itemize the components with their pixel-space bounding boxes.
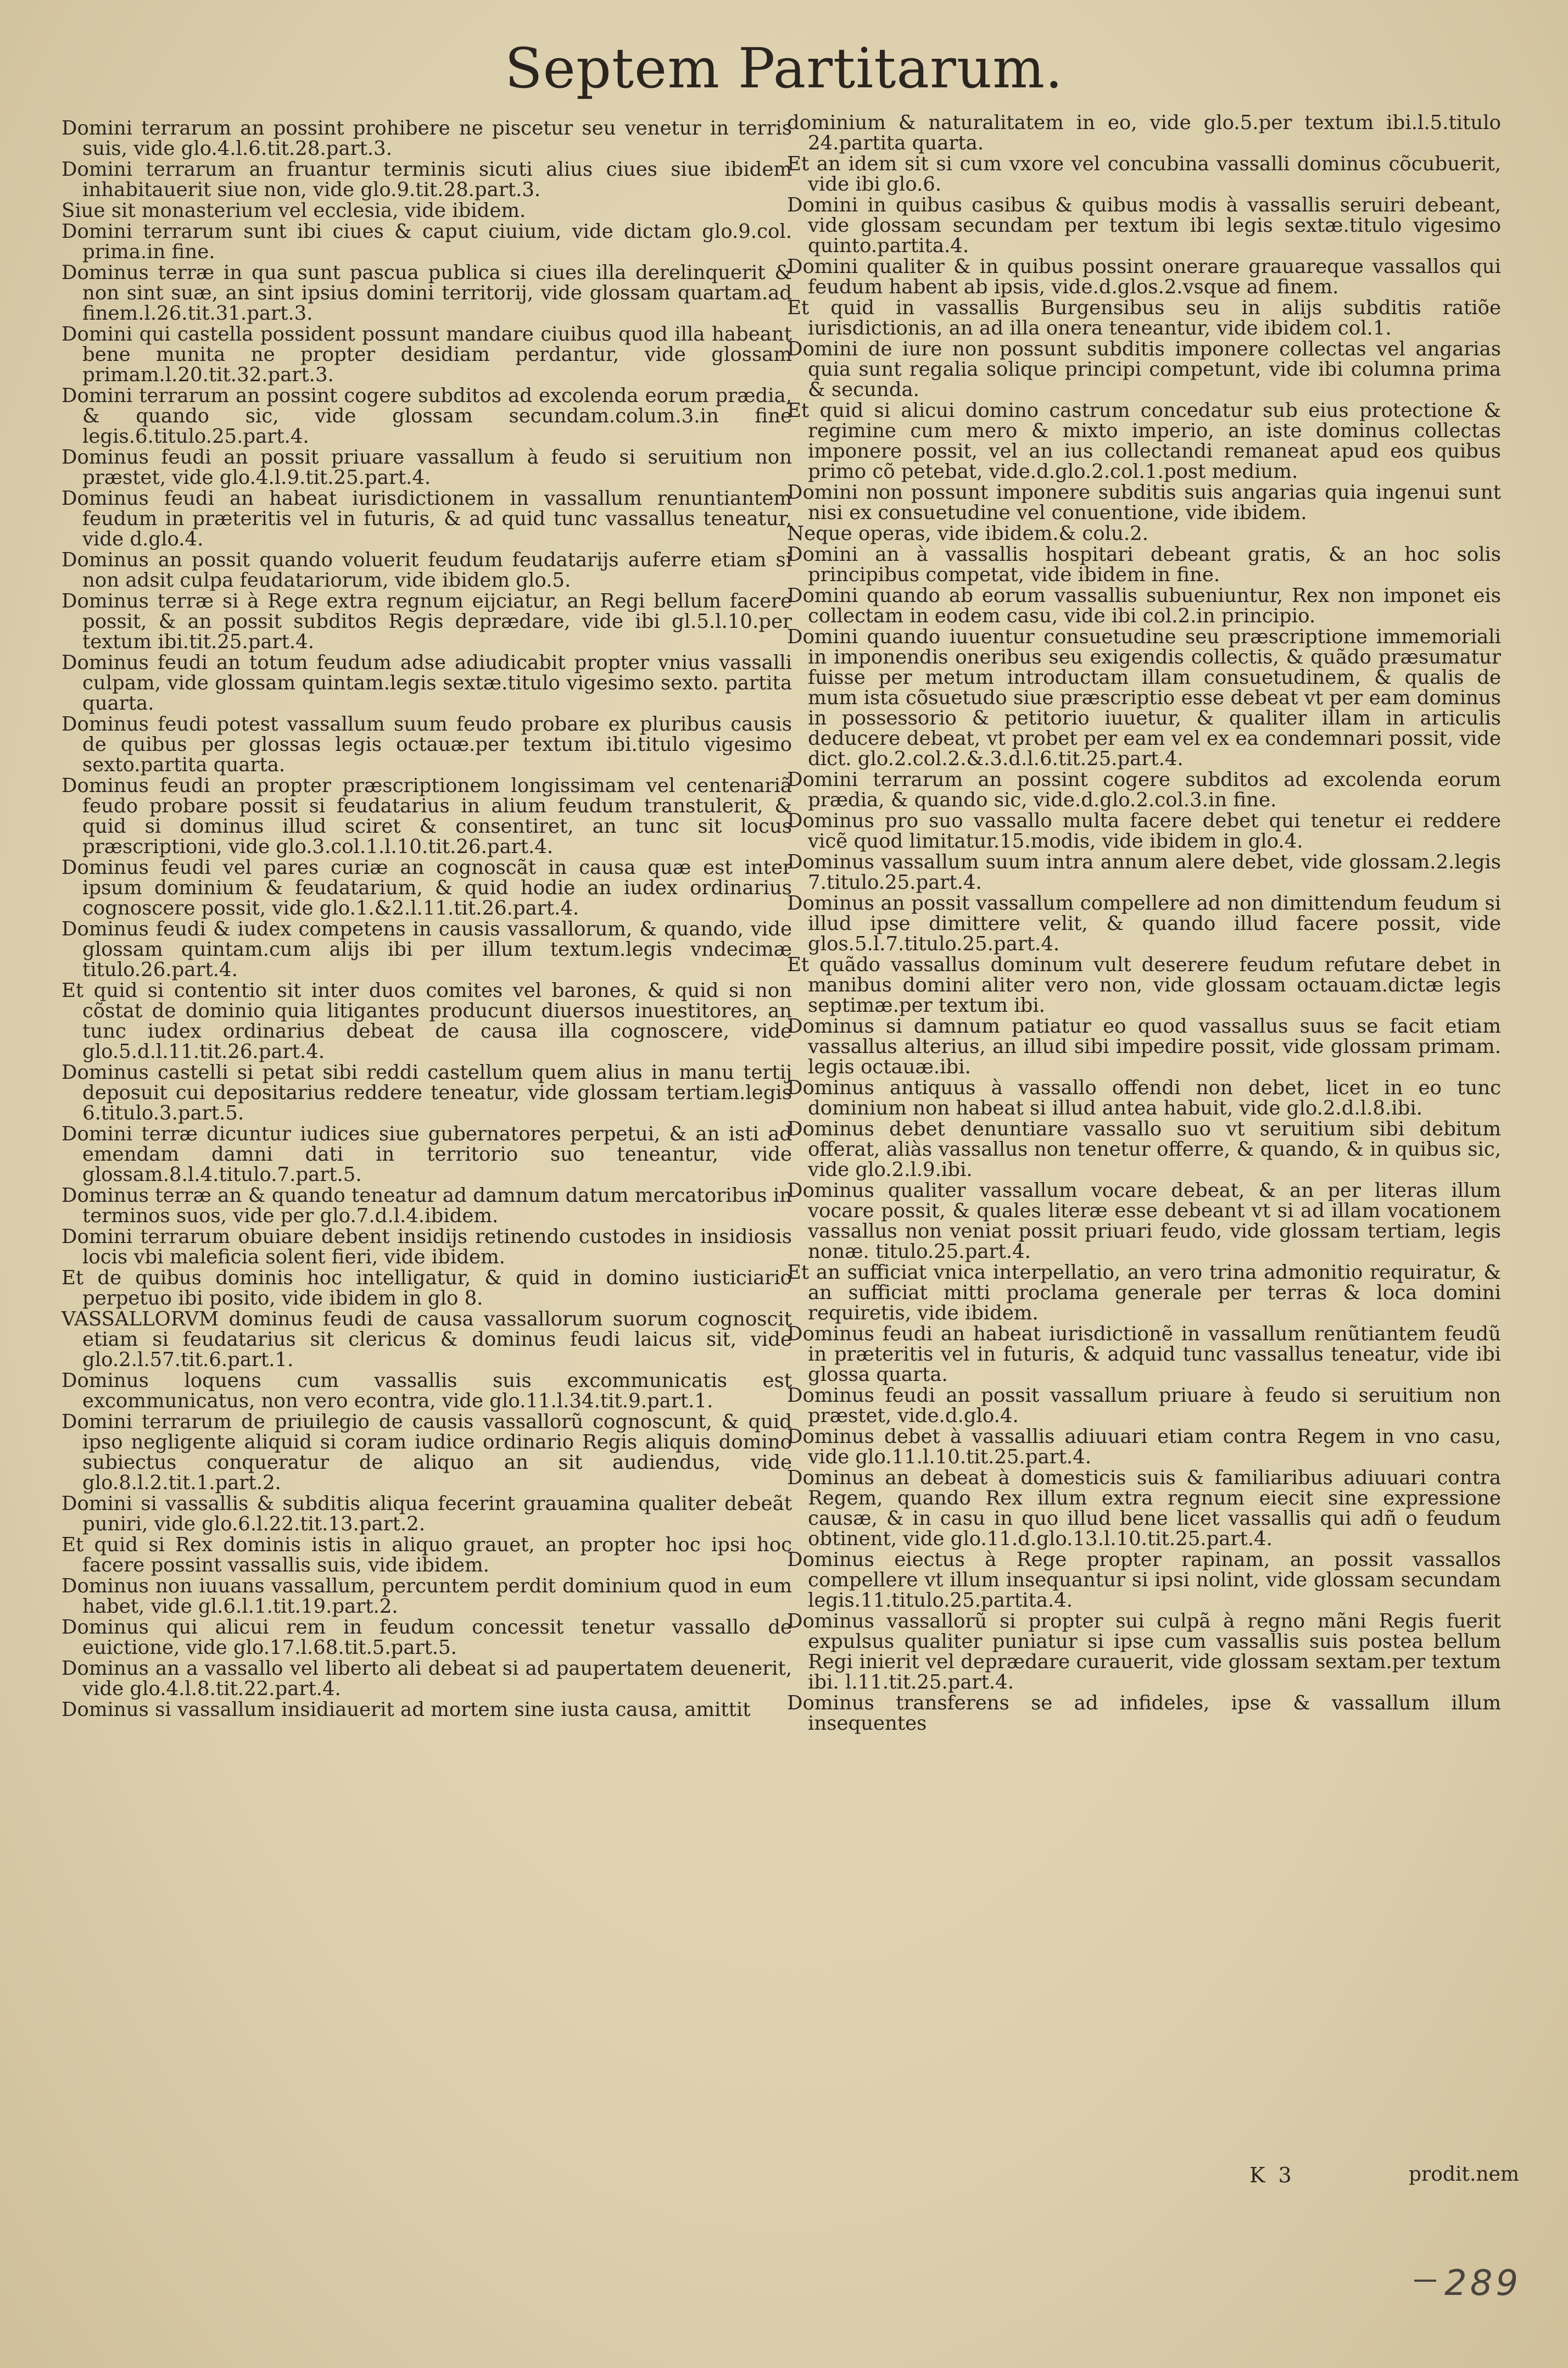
folio-dash xyxy=(1414,2280,1436,2282)
index-entry: Dominus feudi an possit priuare vassallum à feudo si seruitium non præstet, vide glo.4.l.9.tit.25.part.4. xyxy=(62,446,792,489)
index-entry: Et de quibus dominis hoc intelligatur, & quid in domino iusticiario perpetuo ibi posito, vide ibidem in glo 8. xyxy=(62,1267,792,1310)
index-entry: Dominus debet à vassallis adiuuari etiam contra Regem in vno casu, vide glo.11.l.10.tit.25.part.4. xyxy=(787,1425,1501,1468)
index-entry: Dominus feudi & iudex competens in causis vassallorum, & quando, vide glossam quintam.cum alijs ibi per illum textum.legis vndecimæ titulo.26.part.4. xyxy=(62,918,792,981)
index-entry: Domini qui castella possident possunt mandare ciuibus quod illa habeant bene munita ne propter desidiam perdantur, vide glossam primam.l.20.tit.32.part.3. xyxy=(62,323,792,386)
index-entry: Et quid si Rex dominis istis in aliquo grauet, an propter hoc ipsi hoc facere possint vassallis suis, vide ibidem. xyxy=(62,1534,792,1576)
index-entry: Domini terrarum obuiare debent insidijs retinendo custodes in insidiosis locis vbi maleficia solent fieri, vide ibidem. xyxy=(62,1225,792,1268)
index-entry: Dominus eiectus à Rege propter rapinam, an possit vassallos compellere vt illum insequantur si ipsi nolint, vide glossam secundam legis.11.titulo.25.partita.4. xyxy=(787,1548,1501,1612)
index-entry: Dominus feudi an possit vassallum priuare à feudo si seruitium non præstet, vide.d.glo.4. xyxy=(787,1384,1501,1427)
index-entry: Domini non possunt imponere subditis suis angarias quia ingenui sunt nisi ex consuetudine vel conuentione, vide ibidem. xyxy=(787,481,1501,524)
index-entry: Domini an à vassallis hospitari debeant gratis, & an hoc solis principibus competat, vide ibidem in fine. xyxy=(787,543,1501,586)
index-entry: Dominus terræ an & quando teneatur ad damnum datum mercatoribus in terminos suos, vide per glo.7.d.l.4.ibidem. xyxy=(62,1184,792,1227)
index-entry: Dominus qui alicui rem in feudum concessit tenetur vassallo de euictione, vide glo.17.l.68.tit.5.part.5. xyxy=(62,1616,792,1659)
index-entry: Domini de iure non possunt subditis imponere collectas vel angarias quia sunt regalia solique principi competunt, vide ibi columna prima & secunda. xyxy=(787,338,1501,401)
index-entry: Dominus vassallum suum intra annum alere debet, vide glossam.2.legis 7.titulo.25.part.4. xyxy=(787,851,1501,894)
index-entry: Et quãdo vassallus dominum vult deserere feudum refutare debet in manibus domini aliter vero non, vide glossam octauam.dictæ legis septimæ.per textum ibi. xyxy=(787,954,1501,1017)
index-entry: Dominus feudi an habeat iurisdictionem in vassallum renuntiantem feudum in præteritis vel in futuris, & ad quid tunc vassallus teneatur, vide d.glo.4. xyxy=(62,487,792,550)
index-entry: Domini terræ dicuntur iudices siue gubernatores perpetui, & an isti ad emendam damni dati in territorio suo teneantur, vide glossam.8.l.4.titulo.7.part.5. xyxy=(62,1123,792,1186)
index-entry: Domini terrarum de priuilegio de causis vassallorũ cognoscunt, & quid ipso negligente aliquid si coram iudice ordinario Regis aliquis domino subiectus conqueratur de aliquo an sit audiendus, vide glo.8.l.2.tit.1.part.2. xyxy=(62,1411,792,1494)
index-entry: Neque operas, vide ibidem.& colu.2. xyxy=(787,522,1149,545)
index-entry: Siue sit monasterium vel ecclesia, vide ibidem. xyxy=(62,199,526,222)
left-column xyxy=(62,118,792,1720)
catchword: prodit.nem xyxy=(1409,2163,1520,2186)
index-entry: Domini terrarum an possint prohibere ne piscetur seu venetur in terris suis, vide glo.4.l.6.tit.28.part.3. xyxy=(62,117,792,160)
index-entry: Dominus an a vassallo vel liberto ali debeat si ad paupertatem deuenerit, vide glo.4.l.8.tit.22.part.4. xyxy=(62,1657,792,1700)
index-entry: Dominus si damnum patiatur eo quod vassallus suus se facit etiam vassallus alterius, an illud sibi impedire possit, vide glossam primam. legis octauæ.ibi. xyxy=(787,1015,1501,1078)
index-entry: Dominus si vassallum insidiauerit ad mortem sine iusta causa, amittit xyxy=(62,1698,751,1721)
index-entry: Dominus feudi an habeat iurisdictionẽ in vassallum renũtiantem feudũ in præteritis vel in futuris, & adquid tunc vassallus teneatur, vide ibi glossa quarta. xyxy=(787,1323,1501,1386)
right-column xyxy=(787,113,1501,1734)
index-entry: Dominus qualiter vassallum vocare debeat, & an per literas illum vocare possit, & quales literæ esse debeant vt si ad illam vocationem vassallus non veniat possit priuari feudo, vide glossam tertiam, legis nonæ. titulo.25.part.4. xyxy=(787,1179,1501,1263)
running-head: Septem Partitarum. xyxy=(505,36,1063,101)
index-entry: Domini si vassallis & subditis aliqua fecerint grauamina qualiter debeãt puniri, vide glo.6.l.22.tit.13.part.2. xyxy=(62,1492,792,1535)
index-entry: Dominus non iuuans vassallum, percuntem perdit dominium quod in eum habet, vide gl.6.l.1.tit.19.part.2. xyxy=(62,1575,792,1618)
index-entry: Et quid in vassallis Burgensibus seu in alijs subditis ratiõe iurisdictionis, an ad illa onera teneantur, vide ibidem col.1. xyxy=(787,297,1501,339)
index-entry: dominium & naturalitatem in eo, vide glo.5.per textum ibi.l.5.titulo 24.partita quarta. xyxy=(787,112,1501,154)
index-entry: Dominus loquens cum vassallis suis excommunicatis est excommunicatus, non vero econtra, vide glo.11.l.34.tit.9.part.1. xyxy=(62,1369,792,1412)
index-entry: Dominus feudi an totum feudum adse adiudicabit propter vnius vassalli culpam, vide glossam quintam.legis sextæ.titulo vigesimo sexto. partita quarta. xyxy=(62,651,792,715)
index-entry: Dominus castelli si petat sibi reddi castellum quem alius in manu tertij deposuit cui depositarius reddere teneatur, vide glossam tertiam.legis 6.titulo.3.part.5. xyxy=(62,1061,792,1124)
index-entry: Domini terrarum an fruantur terminis sicuti alius ciues siue ibidem inhabitauerit siue non, vide glo.9.tit.28.part.3. xyxy=(62,158,792,201)
index-entry: Et quid si contentio sit inter duos comites vel barones, & quid si non cõstat de dominio quia litigantes producunt diuersos inuestitores, an tunc iudex ordinarius debeat de causa illa cognoscere, vide glo.5.d.l.11.tit.26.part.4. xyxy=(62,979,792,1063)
index-entry: Domini quando iuuentur consuetudine seu præscriptione immemoriali in imponendis oneribus seu exigendis collectis, & quãdo præsumatur fuisse per metum introductam illam consuetudinem, & qualis de mum ista cõsuetudo siue præscriptio esse debeat vt per eam dominus in possessorio & petitorio iuuetur, & qualiter illam in articulis deducere debeat, vt probet per eam vel ex ea condemnari possit, vide dict. glo.2.col.2.&.3.d.l.6.tit.25.part.4. xyxy=(787,626,1501,770)
index-entry: VASSALLORVM dominus feudi de causa vassallorum suorum cognoscit etiam si feudatarius sit clericus & dominus feudi laicus sit, vide glo.2.l.57.tit.6.part.1. xyxy=(62,1308,792,1371)
index-entry: Domini in quibus casibus & quibus modis à vassallis seruiri debeant, vide glossam secundam per textum ibi legis sextæ.titulo vigesimo quinto.partita.4. xyxy=(787,194,1501,257)
index-entry: Dominus terræ in qua sunt pascua publica si ciues illa derelinquerit & non sint suæ, an sint ipsius domini territorij, vide glossam quartam.ad finem.l.26.tit.31.part.3. xyxy=(62,261,792,325)
index-entry: Dominus transferens se ad infideles, ipse & vassallum illum insequentes xyxy=(787,1692,1501,1735)
index-entry: Dominus vassallorũ si propter sui culpã à regno mãni Regis fuerit expulsus qualiter puniatur si ipse cum vassallis suis postea bellum Regi inierit vel deprædare curauerit, vide glossam sextam.per textum ibi. l.11.tit.25.part.4. xyxy=(787,1610,1501,1693)
index-entry: Domini qualiter & in quibus possint onerare grauareque vassallos qui feudum habent ab ipsis, vide.d.glos.2.vsque ad finem. xyxy=(787,255,1501,298)
index-entry: Dominus feudi an propter præscriptionem longissimam vel centenariã feudo probare possit si feudatarius in alium feudum transtulerit, & quid si dominus illud sciret & consentiret, an tunc sit locus præscriptioni, vide glo.3.col.1.l.10.tit.26.part.4. xyxy=(62,775,792,858)
index-entry: Domini quando ab eorum vassallis subueniuntur, Rex non imponet eis collectam in eodem casu, vide ibi col.2.in principio. xyxy=(787,584,1501,627)
index-entry: Dominus an debeat à domesticis suis & familiaribus adiuuari contra Regem, quando Rex illum extra regnum eiecit sine expressione causæ, & in casu in quo illud bene licet vassallis qui adñ o feudum obtinent, vide glo.11.d.glo.13.l.10.tit.25.part.4. xyxy=(787,1467,1501,1550)
index-entry: Dominus antiquus à vassallo offendi non debet, licet in eo tunc dominium non habeat si illud antea habuit, vide glo.2.d.l.8.ibi. xyxy=(787,1077,1501,1119)
index-entry: Dominus pro suo vassallo multa facere debet qui tenetur ei reddere vicẽ quod limitatur.15.modis, vide ibidem in glo.4. xyxy=(787,810,1501,853)
index-entry: Domini terrarum sunt ibi ciues & caput ciuium, vide dictam glo.9.col. prima.in fine. xyxy=(62,220,792,263)
index-entry: Domini terrarum an possint cogere subditos ad excolenda eorum prædia, & quando sic, vide.d.glo.2.col.3.in fine. xyxy=(787,768,1501,811)
signature-mark: K 3 xyxy=(1249,2163,1295,2187)
index-entry: Dominus terræ si à Rege extra regnum eijciatur, an Regi bellum facere possit, & an possit subditos Regis deprædare, vide ibi gl.5.l.10.per textum ibi.tit.25.part.4. xyxy=(62,590,792,653)
folio-number: 289 xyxy=(1444,2263,1522,2304)
index-entry: Dominus feudi vel pares curiæ an cognoscãt in causa quæ est inter ipsum dominium & feudatarium, & quid hodie an iudex ordinarius cognoscere possit, vide glo.1.&2.l.11.tit.26.part.4. xyxy=(62,856,792,920)
index-entry: Et quid si alicui domino castrum concedatur sub eius protectione & regimine cum mero & mixto imperio, an iste dominus collectas imponere possit, vel an ius collectandi remaneat apud eos quibus primo cõ petebat, vide.d.glo.2.col.1.post medium. xyxy=(787,399,1501,483)
index-entry: Dominus feudi potest vassallum suum feudo probare ex pluribus causis de quibus per glossas legis octauæ.per textum ibi.titulo vigesimo sexto.partita quarta. xyxy=(62,713,792,776)
index-entry: Dominus debet denuntiare vassallo suo vt seruitium sibi debitum offerat, aliàs vassallus non tenetur offerre, & quando, & in quibus sic, vide glo.2.l.9.ibi. xyxy=(787,1118,1501,1181)
index-entry: Et an sufficiat vnica interpellatio, an vero trina admonitio requiratur, & an sufficiat mitti proclama generale per terras & loca domini requiretis, vide ibidem. xyxy=(787,1261,1501,1324)
index-entry: Domini terrarum an possint cogere subditos ad excolenda eorum prædia, & quando sic, vide glossam secundam.colum.3.in fine legis.6.titulo.25.part.4. xyxy=(62,385,792,448)
index-entry: Dominus an possit vassallum compellere ad non dimittendum feudum si illud ipse dimittere velit, & quando illud facere possit, vide glos.5.l.7.titulo.25.part.4. xyxy=(787,892,1501,955)
index-entry: Et an idem sit si cum vxore vel concubina vassalli dominus cõcubuerit, vide ibi glo.6. xyxy=(787,153,1501,196)
index-entry: Dominus an possit quando voluerit feudum feudatarijs auferre etiam si non adsit culpa feudatariorum, vide ibidem glo.5. xyxy=(62,549,792,592)
